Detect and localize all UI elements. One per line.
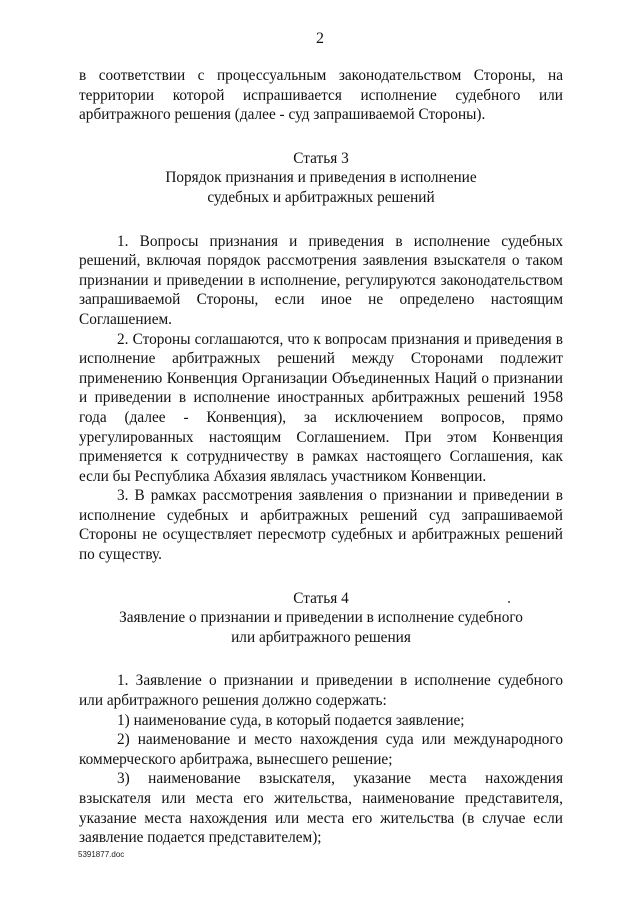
document-body	[79, 66, 563, 848]
article-4-number: Статья 4	[293, 589, 349, 607]
article-3-title-line-2: судебных и арбитражных решений	[207, 188, 435, 206]
article-3-paragraph-1: 1. Вопросы признания и приведения в исполнение судебных решений, включая порядок рассмотрения заявления взыскателя о таком признании и приведении в исполнение, регулируются законодательством запрашиваемой Стороны, если иное не определено настоящим Соглашением.	[79, 232, 563, 328]
article-3-title-line-1: Порядок признания и приведения в исполнение	[165, 169, 477, 187]
article-3-heading	[79, 149, 563, 208]
article-4-item-1: 1) наименование суда, в который подается заявление;	[117, 711, 465, 729]
intro-paragraph: в соответствии с процессуальным законодательством Стороны, на территории которой испрашивается исполнение судебного или арбитражного решения (далее - суд запрашиваемой Стороны).	[79, 67, 563, 124]
article-4-item-2: 2) наименование и место нахождения суда или международного коммерческого арбитража, вынесшего решение;	[79, 731, 563, 768]
article-4-paragraph-1: 1. Заявление о признании и приведении в исполнение судебного или арбитражного решения должно содержать:	[79, 672, 563, 710]
footer-filename: 5391877.doc	[78, 850, 125, 859]
article-4-title-line-1: Заявление о признании и приведении в исполнение судебного	[119, 609, 523, 627]
page-number: 2	[316, 30, 324, 47]
article-4-item-3: 3) наименование взыскателя, указание места нахождения взыскателя или места его жительства, наименование представителя, указание места нахождения или места его жительства (в случае если заявление подается представителем);	[79, 770, 563, 847]
article-4-title-line-2: или арбитражного решения	[231, 628, 411, 646]
article-4-heading	[79, 589, 563, 648]
article-3-number: Статья 3	[293, 149, 349, 167]
article-3-paragraph-3: 3. В рамках рассмотрения заявления о признании и приведении в исполнение судебных и арбитражных решений суд запрашиваемой Стороны не осуществляет пересмотр судебных и арбитражных решений по существу.	[79, 487, 563, 564]
scan-speck	[508, 601, 510, 603]
article-3-paragraph-2: 2. Стороны соглашаются, что к вопросам признания и приведения в исполнение арбитражных решений между Сторонами подлежит применению Конвенция Организации Объединенных Наций о признании и приведении в исполнение иностранных арбитражных решений 1958 года (далее - Конвенция), за исключением вопросов, прямо урегулированных настоящим Соглашением. При этом Конвенция применяется к сотрудничеству в рамках настоящего Соглашения, как если бы Республика Абхазия являлась участником Конвенции.	[79, 330, 563, 485]
